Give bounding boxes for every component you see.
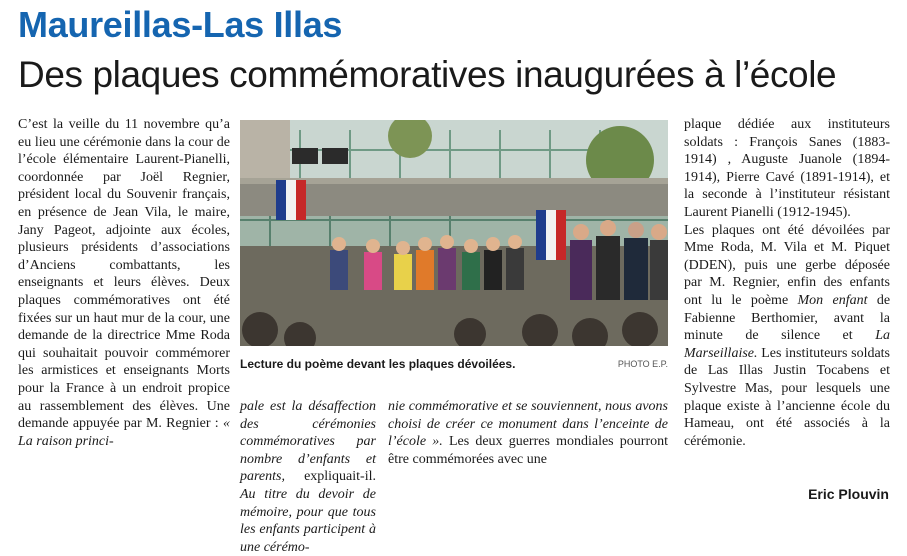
article-paragraph: plaque dédiée aux instituteurs soldats : François Sanes (1883-1914) , Auguste Juanole (1894-1914), Pierre Cavé (1891-1914), et la seconde à l’instituteur résistant Laurent Pianelli (1912-1945).	[684, 117, 890, 220]
poem-title: Mon enfant	[797, 292, 868, 308]
article-quote: Au titre du devoir de mémoire, pour que tous les enfants participent à une cérémo-	[240, 486, 376, 555]
anthem-title: La Marseillaise.	[684, 328, 890, 361]
article-text: Les instituteurs soldats de Las Illas Justin Tocabens et Sylvestre Mas, pour lesquels une plaque existe à l’ancienne école du Hameau, ont été associés à la cérémonie.	[684, 345, 891, 449]
kicker: Maureillas-Las Illas	[18, 4, 343, 45]
article-quote: pale est la désaffection des cérémonies commémoratives par nombre d’enfants et parents,	[240, 399, 376, 485]
headline: Des plaques commémoratives inaugurées à l’école	[18, 54, 837, 95]
article-quote: « La raison princi-	[18, 416, 230, 449]
article-text: C’est la veille du 11 novembre qu’a eu lieu une cérémonie dans la cour de l’école élémentaire Laurent-Pianelli, coordonnée par Joël Regnier, président local du Souvenir français, en présence de Jean Vila, le maire, Jany Pageot, adjointe aux écoles, plusieurs présidents d’associations d’Anciens combattants, les enseignants et leurs élèves. Deux plaques commémoratives ont été fixées sur un haut mur de la cour, une demande de la directrice Mme Roda qui souhaitait pouvoir commémorer les armistices et enseignants Morts pour la France à un endroit propice au rassemblement des élèves. Une demande appuyée par M. Regnier :	[18, 117, 230, 432]
article-quote: nie commémorative et se souviennent, nous avons choisi de créer ce monument dans l’enceinte de l’école ».	[388, 399, 668, 450]
school-courtyard-photo	[240, 120, 668, 346]
photo-credit: PHOTO E.P.	[617, 359, 668, 369]
article-column-2	[240, 398, 376, 556]
article-photo	[240, 120, 668, 346]
article-text: de Fabienne Berthomier, avant la minute de silence et	[684, 292, 891, 344]
article-text: Les plaques ont été dévoilées par Mme Roda, M. Vila et M. Piquet (DDEN), puis une gerbe déposée par M. Regnier, enfin des enfants ont lu le poème	[684, 222, 890, 308]
article-column-1	[18, 116, 230, 450]
photo-caption	[240, 357, 668, 371]
author-byline: Eric Plouvin	[808, 486, 889, 502]
article-text: expliquait-il.	[304, 469, 376, 485]
caption-text: Lecture du poème devant les plaques dévoilées.	[240, 357, 516, 371]
article-text: Les deux guerres mondiales pourront être commémorées avec une	[388, 434, 669, 467]
article-column-3	[388, 398, 668, 468]
article-column-4	[684, 116, 890, 450]
